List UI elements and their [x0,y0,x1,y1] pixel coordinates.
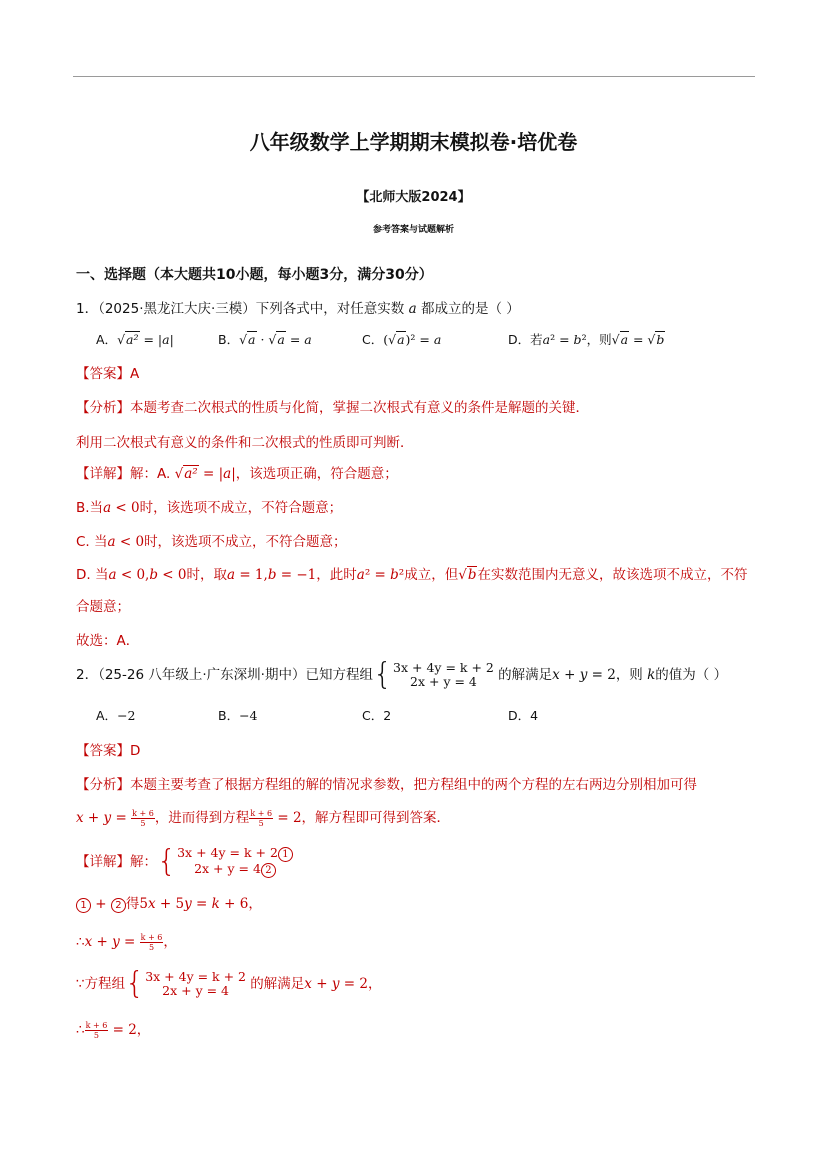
header-rule [73,76,755,77]
q1-detail-c: C. 当a < 0时，该选项不成立，不符合题意； [76,534,347,550]
q2-step-4: ∴ $\frac{k + 6}{5}$ = 2， [76,1020,151,1040]
edition-label: 【北师大版2024】 [356,190,471,205]
page-title: 八年级数学上学期期末模拟卷·培优卷 [249,130,578,154]
q2-detail: 【详解】解： { 3x + 4y = k + 2 1 2x + y = 4 2 [76,846,293,878]
q1-answer: 【答案】A [76,366,140,382]
q2-option-a: A．−2 [96,708,136,723]
q2-step-3: ∵方程组 { 3x + 4y = k + 2 2x + y = 4 的解满足x + y = 2， [76,966,382,1001]
q1-option-a: A．√a² = |a| [96,332,174,347]
q1-choose: 故选：A． [76,633,140,649]
q2-analysis-2: x + y = $\frac{k + 6}{5}$ ，进而得到方程 $\frac{k + 6}{5}$ = 2，解方程即可得到答案． [76,808,451,828]
q1-option-b: B．√a · √a = a [218,332,312,347]
page-subtitle: 参考答案与试题解析 [372,225,454,235]
q2-option-c: C．2 [362,708,392,723]
q1-detail-d: D. 当a < 0,b < 0时，取a = 1,b = −1，此时a² = b²成立，但√b在实数范围内无意义，故该选项不成立，不符 [76,567,748,583]
q2-analysis: 【分析】本题主要考查了根据方程组的解的情况求参数，把方程组中的两个方程的左右两边分别相加可得 [76,777,697,793]
equation-system: { 3x + 4y = k + 2 2x + y = 4 [372,657,494,692]
question-1-stem: 1．（2025·黑龙江大庆·三模）下列各式中，对任意实数 a 都成立的是（ ） [76,301,520,317]
q2-option-d: D．4 [508,708,539,723]
q1-detail-d-cont: 合题意； [76,599,130,615]
q2-step-2: ∴x + y = $\frac{k + 6}{5}$ ， [76,932,177,952]
q1-analysis: 【分析】本题考查二次根式的性质与化简，掌握二次根式有意义的条件是解题的关键． [76,400,589,416]
section-heading: 一、选择题（本大题共10小题，每小题3分，满分30分） [76,267,433,283]
question-2-stem: 2．（25-26 八年级上·广东深圳·期中）已知方程组 { 3x + 4y = k + 2 2x + y = 4 的解满足x + y = 2，则 k的值为（ ） [76,657,728,692]
q1-analysis-2: 利用二次根式有意义的条件和二次根式的性质即可判断． [76,435,414,451]
q1-detail-b: B.当a < 0时，该选项不成立，不符合题意； [76,500,343,516]
q1-option-c: C．(√a)² = a [362,332,442,347]
q2-option-b: B．−4 [218,708,258,723]
q1-detail-a: 【详解】解：A. √a² = |a|，该选项正确，符合题意； [76,466,398,482]
q2-answer: 【答案】D [76,743,141,759]
q1-option-d: D．若a² = b²，则√a = √b [508,332,665,347]
q2-step-1: 1 + 2 得5x + 5y = k + 6， [76,892,262,913]
